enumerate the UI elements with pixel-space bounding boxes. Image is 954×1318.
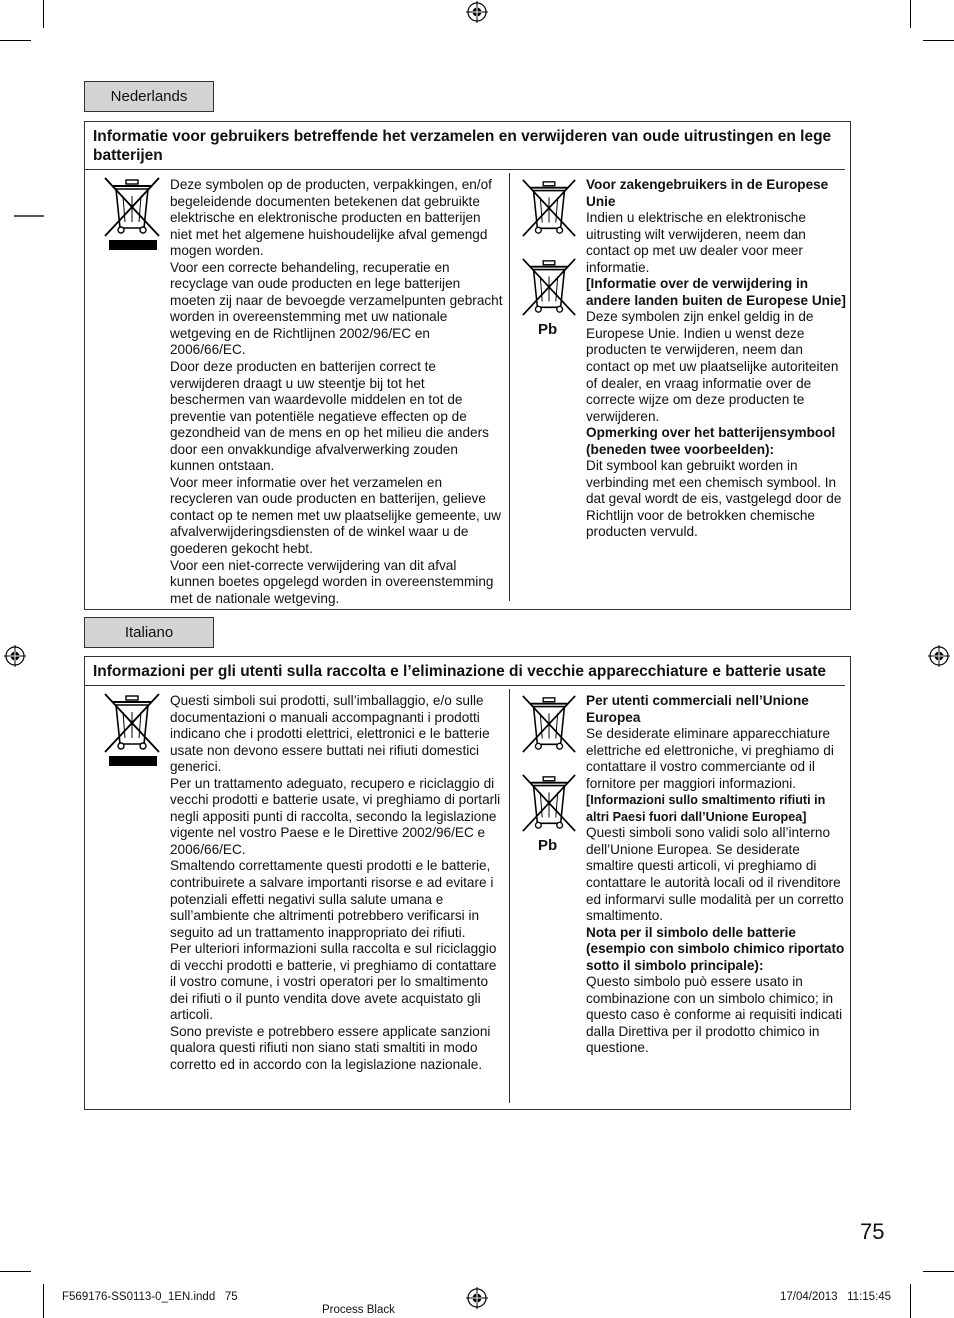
- block-text: Questo simbolo può essere usato in combinazione con un simbolo chimico; in questo caso è conforme ai requisiti indicati dalla Direttiva per il prodotto chimico in questione.: [586, 974, 843, 1056]
- crop-mark: [910, 1284, 911, 1318]
- chemical-symbol-label: Pb: [538, 321, 558, 338]
- block-text: Questi simboli sono validi solo all’interno dell’Unione Europea. Se desiderate smaltire questi articoli, vi preghiamo di contattare le autorità locali od il rivenditore ed informarvi sulle modalità per un corretto smaltimento.: [586, 825, 844, 924]
- left-text: [170, 177, 503, 607]
- paragraph: Smaltendo correttamente questi prodotti e le batterie, contribuirete a salvare importanti risorse e ad evitare i potenziali effetti negativi sulla salute umana e sull’ambiente che altrimenti potrebbero verificarsi in seguito ad un trattamento inappropriato dei rifiuti.: [170, 858, 494, 940]
- language-tab-italiano: Italiano: [84, 617, 214, 648]
- section-italiano: [84, 656, 851, 1110]
- crossed-out-bin-icon: [519, 177, 579, 244]
- paragraph: Per ulteriori informazioni sulla raccolta e sul riciclaggio di vecchi prodotti e batterie, vi preghiamo di contattare il vostro comune, i vostri operatori per lo smaltimento dei rifiuti o il punto vendita dove avete acquistato gli articoli.: [170, 941, 497, 1023]
- block-text: Indien u elektrische en elektronische uitrusting wilt verwijderen, neem dan contact op met uw dealer voor meer informatie.: [586, 210, 806, 275]
- paragraph: Voor meer informatie over het verzamelen en recycleren van oude producten en batterijen, gelieve contact op te nemen met uw plaatselijke gemeente, uw afvalverwijderingsdiensten of de winkel waar u de goederen gekocht hebt.: [170, 474, 501, 557]
- paragraph: Sono previste e potrebbero essere applicate sanzioni qualora questi rifiuti non siano stati smaltiti in modo corretto ed in accordo con la legislazione nazionale.: [170, 1023, 491, 1073]
- block-text: Dit symbool kan gebruikt worden in verbinding met een chemisch symbool. In dat geval wordt de eis, vastgelegd door de Richtlijn voor de betrokken chemische producten vervuld.: [586, 458, 842, 540]
- crop-mark: [910, 0, 911, 28]
- footer-file-info: F569176-SS0113-0_1EN.indd 75: [62, 1291, 238, 1303]
- paragraph: Voor een correcte behandeling, recuperatie en recyclage van oude producten en lege batterijen moeten zij naar de bevoegde verzamelpunten gebracht worden in overeenstemming met uw nationale wetgeving en de Richtlijnen 2002/96/EC en 2006/66/EC.: [170, 259, 503, 358]
- crop-mark: [923, 1271, 954, 1272]
- block-heading: Opmerking over het batterijensymbool (beneden twee voorbeelden):: [586, 425, 836, 457]
- crossed-out-bin-with-bar-icon: [101, 692, 163, 773]
- paragraph: Door deze producten en batterijen correct te verwijderen draagt u uw steentje bij tot het beschermen van waardevolle middelen en tot de preventie van potentiële negatieve effecten op de gezondheid van de mens en op het milieu die anders door een onvakkundige afvalverwerking zouden kunnen ontstaan.: [170, 359, 489, 474]
- paragraph: Questi simboli sui prodotti, sull’imballaggio, e/o sulle documentazioni o manuali accompagnanti i prodotti indicano che i prodotti elettrici, elettronici e le batterie usate non devono essere buttati nei rifiuti domestici generici.: [170, 693, 490, 775]
- block-heading: Voor zakengebruikers in de Europese Unie: [586, 177, 829, 209]
- crossed-out-bin-icon: [519, 693, 579, 760]
- page-number: 75: [860, 1219, 885, 1244]
- crossed-out-bin-icon: [519, 772, 579, 839]
- block-text: Deze symbolen zijn enkel geldig in de Europese Unie. Indien u wenst deze producten te verwijderen, neem dan contact op met uw plaatselijke autoriteiten of dealer, en vraag informatie over de correcte wijze om deze producten te verwijderen.: [586, 309, 839, 424]
- chemical-symbol-label: Pb: [538, 837, 558, 854]
- crop-mark: [0, 40, 31, 41]
- crop-mark: [923, 40, 954, 41]
- paragraph: Per un trattamento adeguato, recupero e riciclaggio di vecchi prodotti e batterie usate, vi preghiamo di portarli negli appositi punti di raccolta, secondo la legislazione vigente nel vostro Paese e le Direttive 2002/96/EC e 2006/66/EC.: [170, 775, 501, 857]
- registration-mark-icon: [466, 1287, 488, 1309]
- block-heading: [Informatie over de verwijdering in andere landen buiten de Europese Unie]: [586, 276, 846, 308]
- right-text: [586, 693, 848, 1057]
- block-text: Se desiderate eliminare apparecchiature elettriche ed elettroniche, vi preghiamo di contattare il vostro commerciante od il fornitore per maggiori informazioni.: [586, 726, 834, 791]
- section-title: Informatie voor gebruikers betreffende het verzamelen en verwijderen van oude uitrustingen en lege batterijen: [85, 122, 845, 170]
- language-tab-nederlands: Nederlands: [84, 81, 214, 112]
- block-heading: [Informazioni sullo smaltimento rifiuti in altri Paesi fuori dall’Unione Europea]: [586, 793, 826, 824]
- left-text: [170, 693, 503, 1074]
- crop-mark: [43, 1284, 44, 1318]
- footer-datetime: 17/04/2013 11:15:45: [780, 1291, 892, 1303]
- crop-mark: [43, 0, 44, 28]
- paragraph: Voor een niet-correcte verwijdering van dit afval kunnen boetes opgelegd worden in overeenstemming met de nationale wetgeving.: [170, 557, 494, 606]
- footer-process-info: Process Black: [322, 1304, 395, 1316]
- crop-mark: [0, 1271, 31, 1272]
- registration-mark-icon: [928, 645, 950, 667]
- column-divider: [509, 173, 510, 601]
- registration-mark-icon: [466, 1, 488, 23]
- section-nederlands: [84, 121, 851, 610]
- paragraph: Deze symbolen op de producten, verpakkingen, en/of begeleidende documenten betekenen dat gebruikte elektrische en elektronische producten en batterijen niet met het algemene huishoudelijke afval gemengd mogen worden.: [170, 177, 492, 259]
- section-title: Informazioni per gli utenti sulla raccolta e l’eliminazione di vecchie apparecchiature e batterie usate: [85, 657, 845, 686]
- column-divider: [509, 689, 510, 1103]
- crossed-out-bin-with-bar-icon: [101, 176, 163, 257]
- crossed-out-bin-icon: [519, 256, 579, 323]
- block-heading: Nota per il simbolo delle batterie (esempio con simbolo chimico riportato sotto il simbolo principale):: [586, 924, 845, 973]
- right-text: [586, 177, 848, 541]
- side-mark: [14, 215, 44, 217]
- registration-mark-icon: [4, 645, 26, 667]
- block-heading: Per utenti commerciali nell’Unione Europea: [586, 693, 809, 725]
